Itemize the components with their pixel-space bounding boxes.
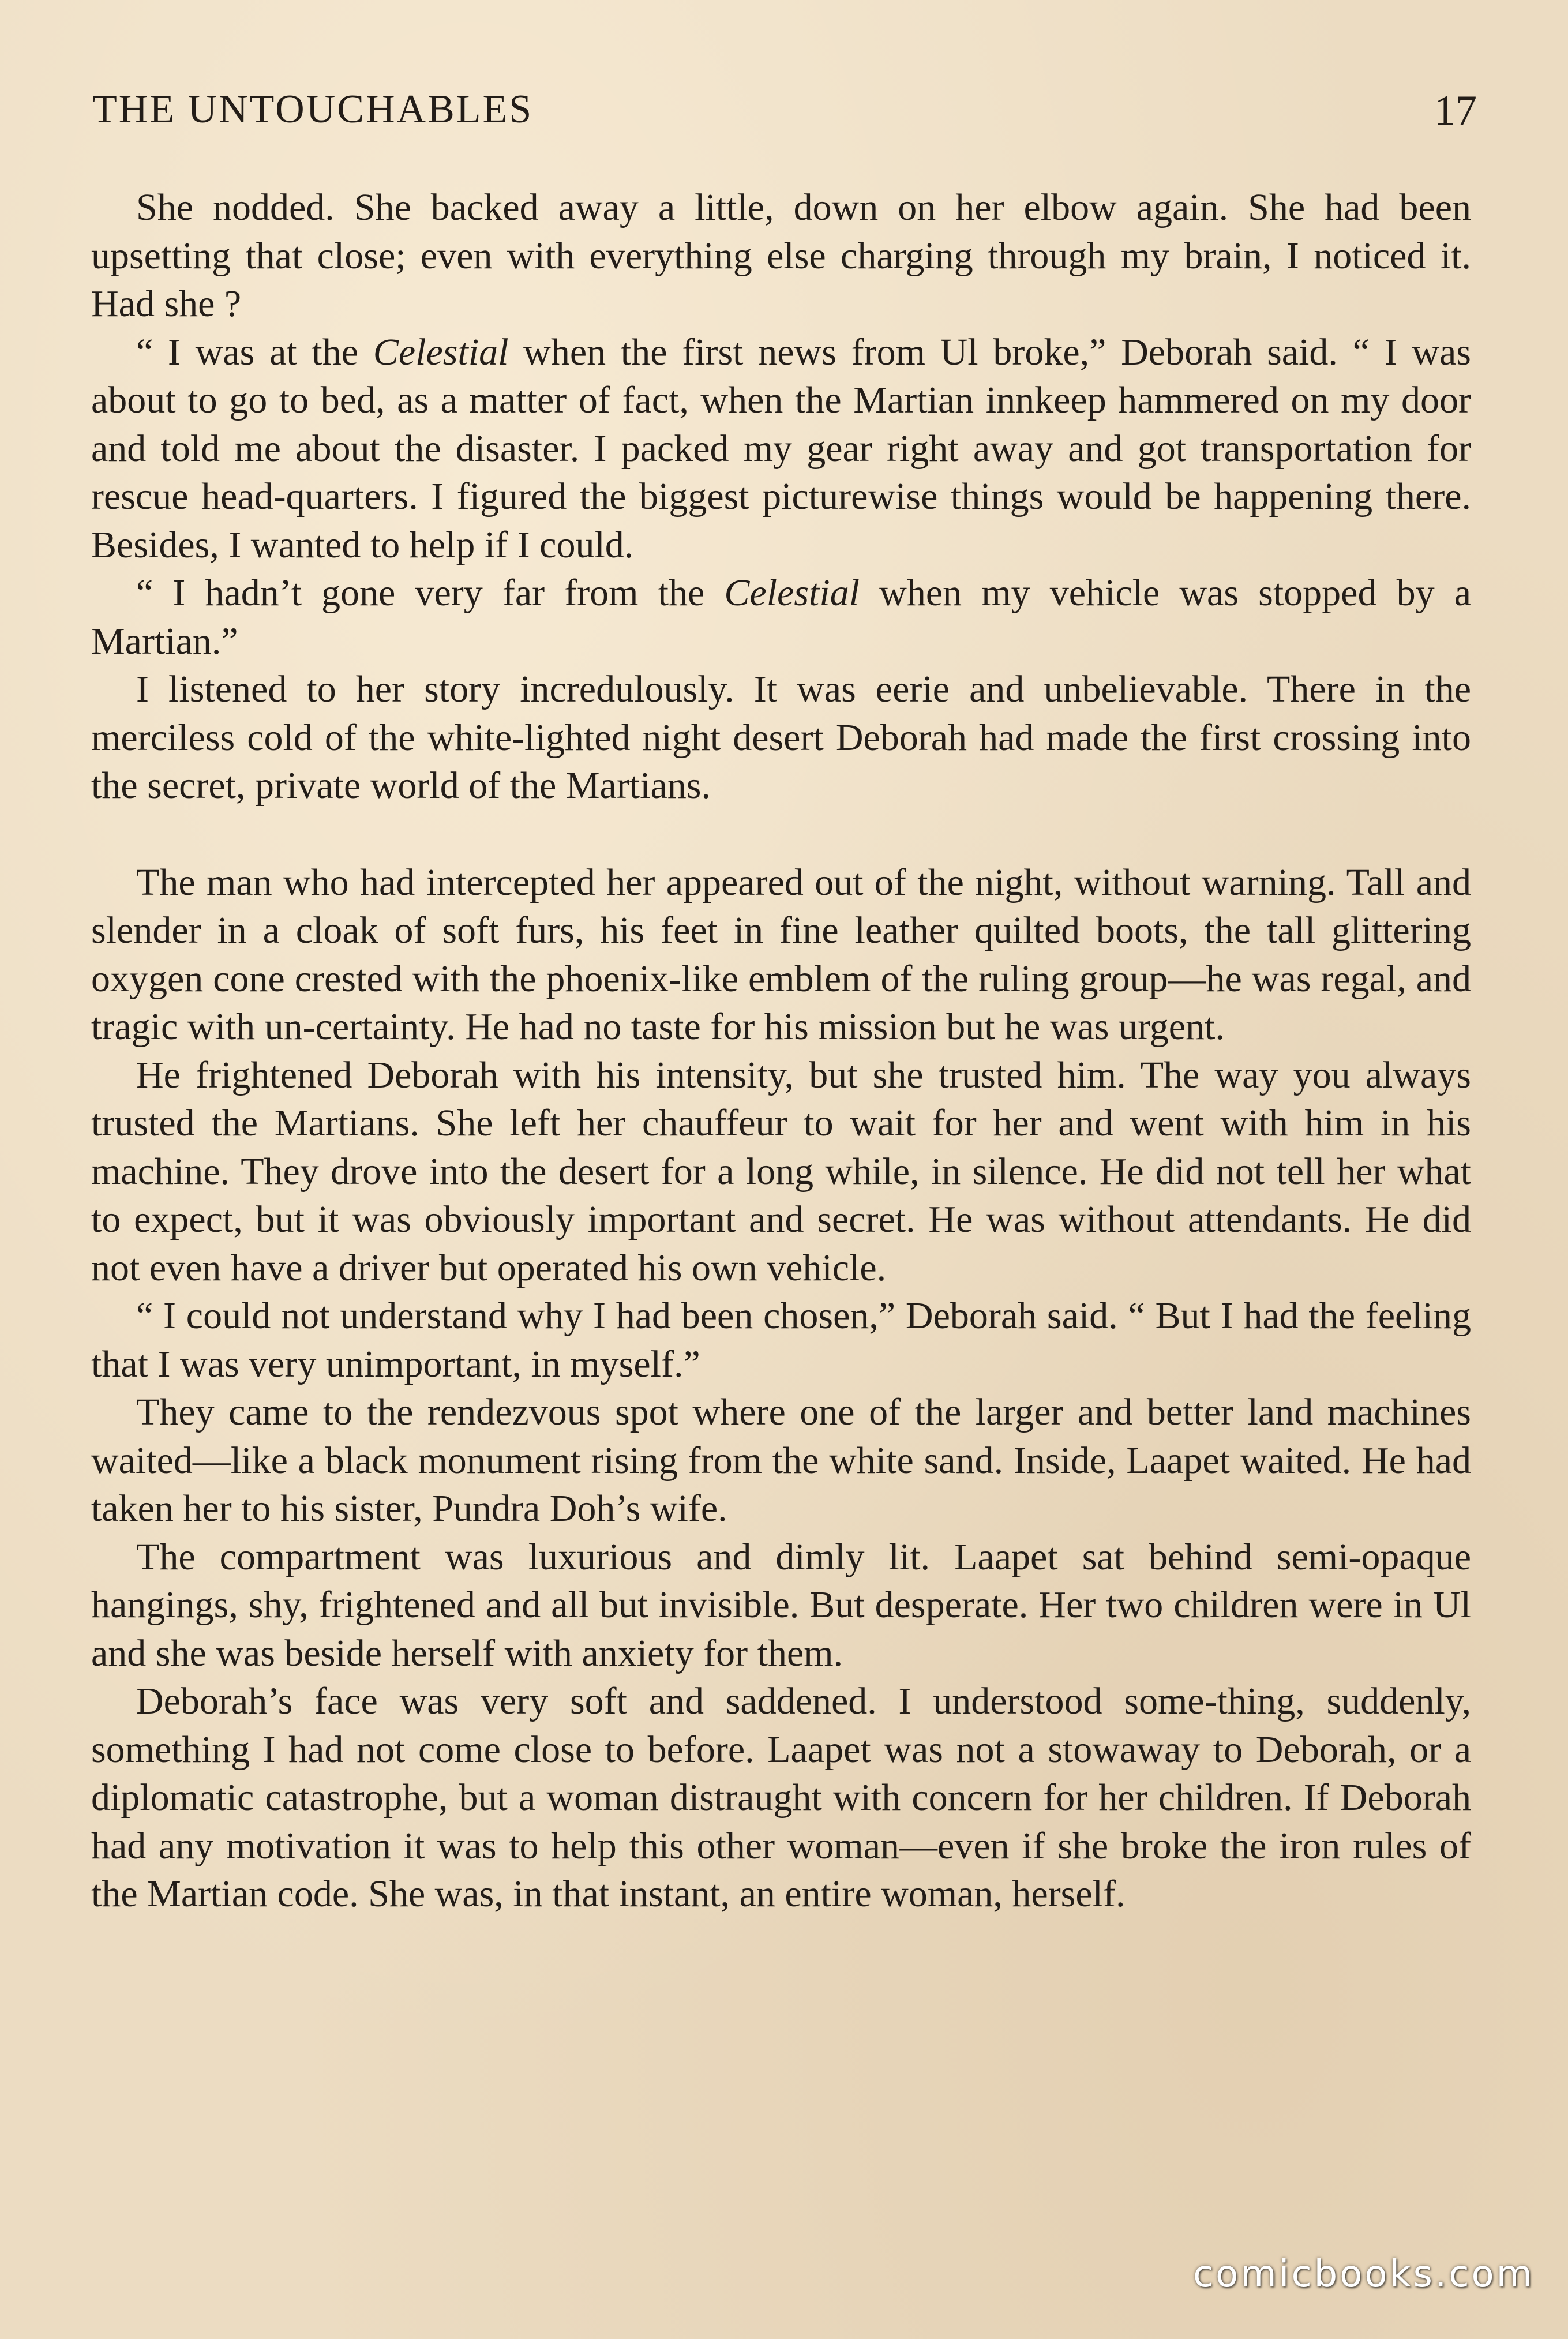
paragraph: He frightened Deborah with his intensity, but she trusted him. The way you always trusted the Martians. She left her chauffeur to wait for her and went with him in his machine. They drove into the desert for a long while, in silence. He did not tell her what to expect, but it was obviously important and secret. He was without attendants. He did not even have a driver but operated his own vehicle. [91,1054,1471,1289]
paragraph: Deborah’s face was very soft and saddened. I understood some-thing, suddenly, something I had not come close to before. Laapet was not a stowaway to Deborah, or a diplomatic catastrophe, but a woman distraught with concern for her children. If Deborah had any motivation it was to help this other woman—even if she broke the iron rules of the Martian code. She was, in that instant, an entire woman, herself. [91,1680,1471,1915]
paragraph: They came to the rendezvous spot where one of the larger and better land machines waited—like a black monument rising from the white sand. Inside, Laapet waited. He had taken her to his sister, Pundra Doh’s wife. [91,1391,1471,1530]
emphasis: Celestial [373,331,509,373]
paragraph: I listened to her story incredulously. It was eerie and unbelievable. There in the merciless cold of the white-lighted night desert Deborah had made the first crossing into the secret, private world of the Martians. [91,668,1471,807]
running-head [92,87,1477,144]
paragraph: The compartment was luxurious and dimly lit. Laapet sat behind semi-opaque hangings, shy, frightened and all but invisible. But desperate. Her two children were in Ul and she was beside herself with anxiety for them. [91,1535,1471,1674]
emphasis: Celestial [724,572,860,614]
page-number: 17 [1434,87,1477,134]
watermark: comicbooks.com [1192,2253,1535,2296]
paragraph: She nodded. She backed away a little, down on her elbow again. She had been upsetting that close; even with everything else charging through my brain, I noticed it. Had she ? [91,186,1471,325]
paragraph: The man who had intercepted her appeared out of the night, without warning. Tall and slender in a cloak of soft furs, his feet in fine leather quilted boots, the tall glittering oxygen cone crested with the phoenix-like emblem of the ruling group—he was regal, and tragic with un-certainty. He had no taste for his mission but he was urgent. [91,861,1471,1048]
body-text [91,183,1471,1918]
paragraph: “ I hadn’t gone very far from the Celestial when my vehicle was stopped by a Martian.” [91,572,1471,662]
running-head-title: THE UNTOUCHABLES [92,87,534,132]
paragraph: “ I could not understand why I had been chosen,” Deborah said. “ But I had the feeling that I was very unimportant, in myself.” [91,1295,1471,1385]
paragraph: “ I was at the Celestial when the first news from Ul broke,” Deborah said. “ I was about to go to bed, as a matter of fact, when the Martian innkeep hammered on my door and told me about the disaster. I packed my gear right away and got transportation for rescue head-quarters. I figured the biggest picturewise things would be happening there. Besides, I wanted to help if I could. [91,331,1471,566]
